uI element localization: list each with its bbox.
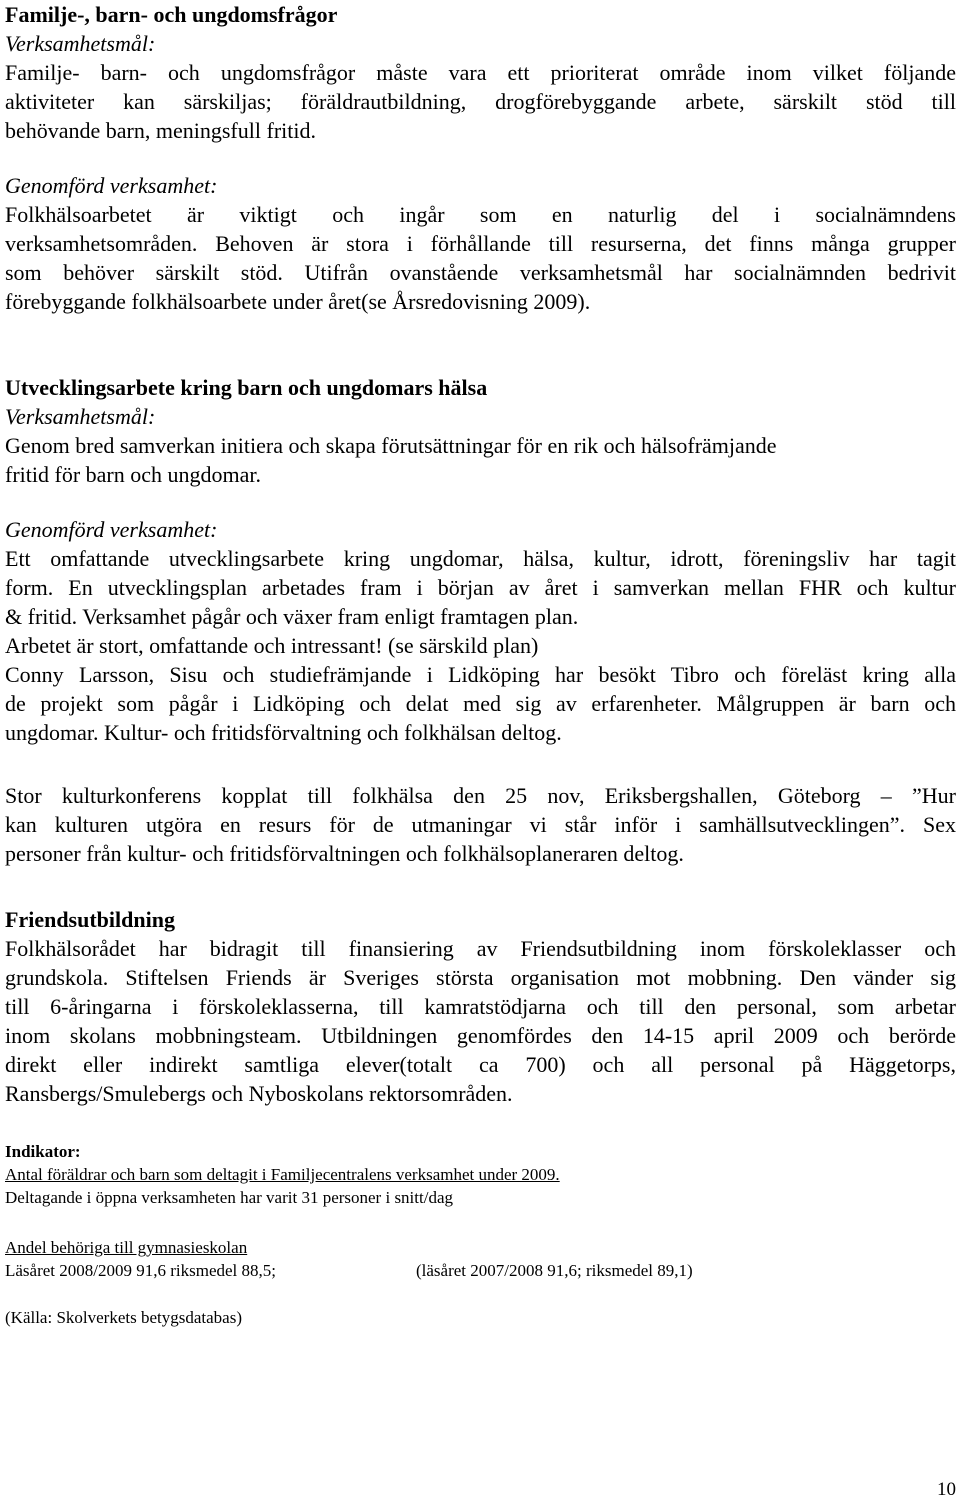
current-school-year-value: Läsåret 2008/2009 91,6 riksmedel 88,5; bbox=[5, 1261, 277, 1280]
page-number: 10 bbox=[937, 1479, 956, 1500]
goal-line: behövande barn, meningsfull fritid. bbox=[5, 118, 316, 143]
paragraph-line: direkt eller indirekt samtliga elever(totalt ca 700) och all personal på Häggetorps, bbox=[5, 1052, 956, 1077]
conference-line: kan kulturen utgöra en resurs för de utmaningar vi står inför i samhällsutvecklingen”. Sex bbox=[5, 812, 956, 837]
section-child-youth-health bbox=[5, 373, 956, 489]
activity-line: förebyggande folkhälsoarbete under året(se Årsredovisning 2009). bbox=[5, 289, 591, 314]
activity-line: som behöver särskilt stöd. Utifrån ovanstående verksamhetsmål har socialnämnden bedrivit bbox=[5, 260, 956, 285]
goal-line: Genom bred samverkan initiera och skapa förutsättningar för en rik och hälsofrämjande bbox=[5, 433, 777, 458]
activity-line: Arbetet är stort, omfattande och intressant! (se särskild plan) bbox=[5, 633, 539, 658]
paragraph-line: grundskola. Stiftelsen Friends är Sveriges största organisation mot mobbning. Den vänder sig bbox=[5, 965, 956, 990]
paragraph-line: inom skolans mobbningsteam. Utbildningen genomfördes den 14-15 april 2009 och berörde bbox=[5, 1023, 956, 1048]
goal-label: Verksamhetsmål: bbox=[5, 31, 156, 56]
school-indicator bbox=[5, 1236, 956, 1282]
goal-line: fritid för barn och ungdomar. bbox=[5, 462, 261, 487]
activity-label: Genomförd verksamhet: bbox=[5, 173, 218, 198]
activity-line: Ett omfattande utvecklingsarbete kring ungdomar, hälsa, kultur, idrott, föreningsliv har tagit bbox=[5, 546, 956, 571]
goal-line: aktiviteter kan särskiljas; föräldrautbildning, drogförebyggande arbete, särskilt stöd till bbox=[5, 89, 956, 114]
source-text: (Källa: Skolverkets betygsdatabas) bbox=[5, 1308, 242, 1327]
school-values-row bbox=[5, 1259, 956, 1282]
source-note bbox=[5, 1306, 956, 1329]
section-friends-training bbox=[5, 905, 956, 1108]
previous-school-year-value: (läsåret 2007/2008 91,6; riksmedel 89,1) bbox=[416, 1261, 693, 1280]
conference-line: Stor kulturkonferens kopplat till folkhälsa den 25 nov, Eriksbergshallen, Göteborg – ”Hur bbox=[5, 783, 956, 808]
paragraph-line: Folkhälsorådet har bidragit till finansiering av Friendsutbildning inom förskoleklasser och bbox=[5, 936, 956, 961]
section1-activity bbox=[5, 171, 956, 316]
activity-line: Folkhälsoarbetet är viktigt och ingår som en naturlig del i socialnämndens bbox=[5, 202, 956, 227]
indicator-value: Deltagande i öppna verksamheten har varit 31 personer i snitt/dag bbox=[5, 1188, 453, 1207]
section-family-child-youth bbox=[5, 0, 956, 145]
indicators-block bbox=[5, 1140, 956, 1209]
section2-activity bbox=[5, 515, 956, 747]
section-title: Friendsutbildning bbox=[5, 907, 175, 932]
activity-line: de projekt som pågår i Lidköping och delat med sig av erfarenheter. Målgruppen är barn och bbox=[5, 691, 956, 716]
paragraph-line: till 6-åringarna i förskoleklasserna, till kamratstödjarna och till den personal, som arbetar bbox=[5, 994, 956, 1019]
activity-line: verksamhetsområden. Behoven är stora i förhållande till resurserna, det finns många grupper bbox=[5, 231, 956, 256]
activity-label: Genomförd verksamhet: bbox=[5, 517, 218, 542]
activity-line: Conny Larsson, Sisu och studiefrämjande i Lidköping har besökt Tibro och föreläst kring alla bbox=[5, 662, 956, 687]
section-title: Utvecklingsarbete kring barn och ungdomars hälsa bbox=[5, 375, 488, 400]
indicator-title: Andel behöriga till gymnasieskolan bbox=[5, 1238, 248, 1257]
conference-line: personer från kultur- och fritidsförvaltningen och folkhälsoplaneraren deltog. bbox=[5, 841, 684, 866]
indicator-label: Indikator: bbox=[5, 1142, 81, 1161]
activity-line: ungdomar. Kultur- och fritidsförvaltning och folkhälsan deltog. bbox=[5, 720, 562, 745]
section-title: Familje-, barn- och ungdomsfrågor bbox=[5, 2, 338, 27]
paragraph-line: Ransbergs/Smulebergs och Nyboskolans rektorsområden. bbox=[5, 1081, 513, 1106]
goal-label: Verksamhetsmål: bbox=[5, 404, 156, 429]
indicator-title: Antal föräldrar och barn som deltagit i Familjecentralens verksamhet under 2009. bbox=[5, 1165, 560, 1184]
conference-paragraph bbox=[5, 781, 956, 868]
activity-line: & fritid. Verksamhet pågår och växer fram enligt framtagen plan. bbox=[5, 604, 579, 629]
goal-line: Familje- barn- och ungdomsfrågor måste vara ett prioriterat område inom vilket följande bbox=[5, 60, 956, 85]
activity-line: form. En utvecklingsplan arbetades fram i början av året i samverkan mellan FHR och kultur bbox=[5, 575, 956, 600]
